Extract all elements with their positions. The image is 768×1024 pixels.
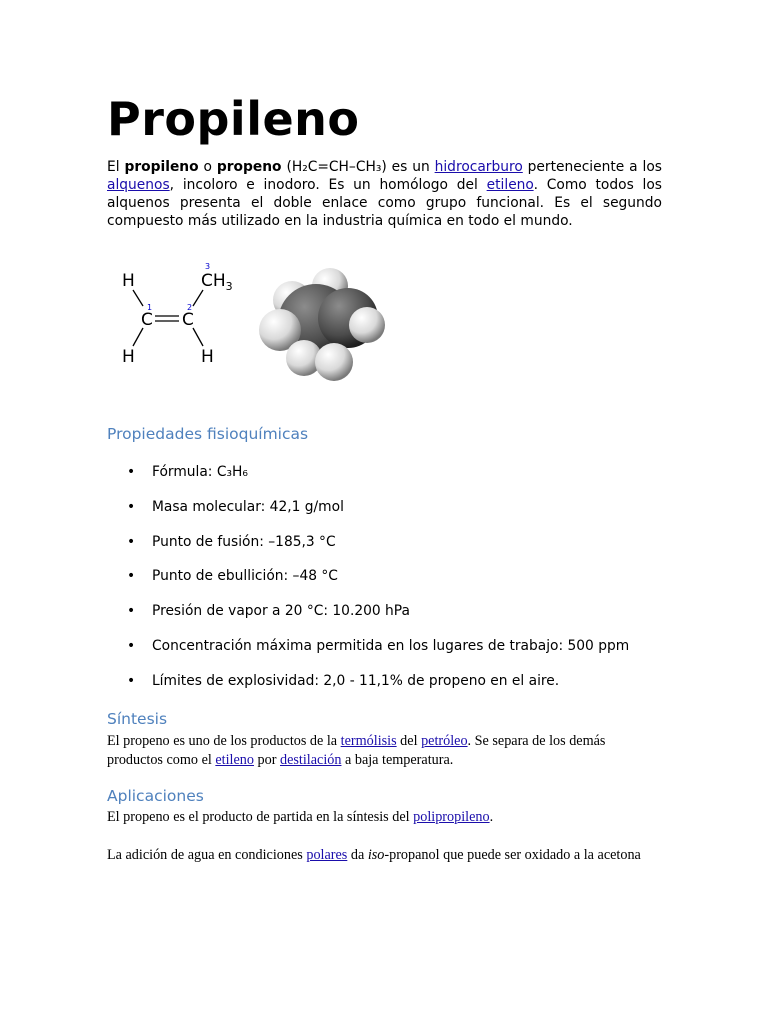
aplicaciones-text: . (489, 809, 494, 825)
bullet: • (127, 672, 136, 689)
carbon-number-1: 1 (147, 303, 153, 312)
bullet: • (127, 637, 136, 654)
heading-propiedades: Propiedades fisioquímicas (107, 425, 309, 443)
bullet: • (127, 603, 136, 620)
bold-propeno: propeno (216, 159, 282, 175)
list-item (107, 567, 667, 602)
sintesis-text: del (396, 733, 422, 749)
properties-list (107, 463, 667, 707)
link-termolisis[interactable]: termólisis (340, 733, 397, 749)
list-item (107, 498, 667, 533)
intro-text: El (107, 159, 125, 175)
bold-propileno: propileno (124, 159, 199, 175)
molecule-figures (107, 258, 407, 398)
sintesis-text: El propeno es uno de los productos de la (107, 733, 341, 749)
bullet: • (127, 533, 136, 550)
atom-c2: C (182, 310, 194, 330)
heading-sintesis: Síntesis (107, 710, 168, 728)
bullet: • (127, 498, 136, 515)
list-item (107, 637, 667, 672)
sintesis-text: a baja temperatura. (341, 751, 454, 768)
aplicaciones-paragraph-2 (107, 846, 647, 865)
ch3-label: CH (201, 271, 226, 291)
list-item (107, 533, 667, 568)
atom-h-top-left: H (122, 271, 135, 291)
property-text: Presión de vapor a 20 °C: 10.200 hPa (152, 603, 410, 620)
link-etileno[interactable]: etileno (486, 177, 534, 193)
bullet: • (127, 568, 136, 585)
link-destilacion[interactable]: destilación (279, 751, 342, 768)
intro-text: . Como todos los alquenos presenta el doble enlace como grupo funcional. Es el segundo compuesto más utilizado en la industria química en todo el mundo. (107, 177, 662, 229)
property-text: Punto de ebullición: –48 °C (152, 568, 338, 585)
carbon-number-3: 3 (205, 262, 211, 271)
bullet: • (127, 464, 136, 480)
link-alquenos[interactable]: alquenos (107, 177, 170, 193)
aplicaciones-text: La adición de agua en condiciones (107, 847, 307, 863)
link-polipropileno[interactable]: polipropileno (413, 809, 490, 825)
aplicaciones-text: da (347, 847, 368, 863)
list-item (107, 602, 667, 637)
carbon-number-2: 2 (187, 303, 193, 312)
intro-text: , incoloro e inodoro. Es un homólogo del (169, 177, 487, 193)
list-item (107, 672, 667, 707)
aplicaciones-paragraph-1 (107, 808, 662, 827)
property-text: Fórmula: C₃H₆ (152, 464, 248, 480)
link-polares[interactable]: polares (306, 847, 348, 863)
aplicaciones-text: El propeno es el producto de partida en la síntesis del (107, 809, 414, 825)
aplicaciones-text: -propanol que puede ser oxidado a la acetona (384, 847, 641, 863)
page-title: Propileno (107, 92, 360, 146)
link-etileno-sintesis[interactable]: etileno (215, 751, 254, 768)
property-text: Concentración máxima permitida en los lugares de trabajo: 500 ppm (152, 637, 630, 654)
property-text: Límites de explosividad: 2,0 - 11,1% de propeno en el aire. (152, 672, 560, 689)
intro-text: perteneciente a los (522, 159, 662, 175)
group-ch3 (201, 271, 233, 293)
link-petroleo[interactable]: petróleo (421, 733, 468, 749)
italic-iso: iso (367, 847, 385, 863)
sintesis-paragraph (107, 732, 662, 769)
intro-text: (H₂C=CH–CH₃) es un (281, 159, 435, 175)
atom-h-bottom-left: H (122, 347, 135, 367)
atom-c1: C (141, 310, 153, 330)
space-filling-model-icon (252, 258, 392, 388)
intro-text: o (198, 159, 217, 175)
sintesis-text: por (253, 751, 280, 768)
intro-paragraph (107, 158, 662, 230)
ch3-subscript: 3 (225, 280, 233, 293)
list-item (107, 463, 667, 498)
heading-aplicaciones: Aplicaciones (107, 787, 204, 805)
atom-h-bottom-right: H (201, 347, 214, 367)
property-text: Masa molecular: 42,1 g/mol (152, 498, 344, 515)
link-hidrocarburo[interactable]: hidrocarburo (434, 159, 523, 175)
sintesis-text: . Se separa de los demás productos como el (107, 733, 606, 768)
property-text: Punto de fusión: –185,3 °C (152, 533, 336, 550)
